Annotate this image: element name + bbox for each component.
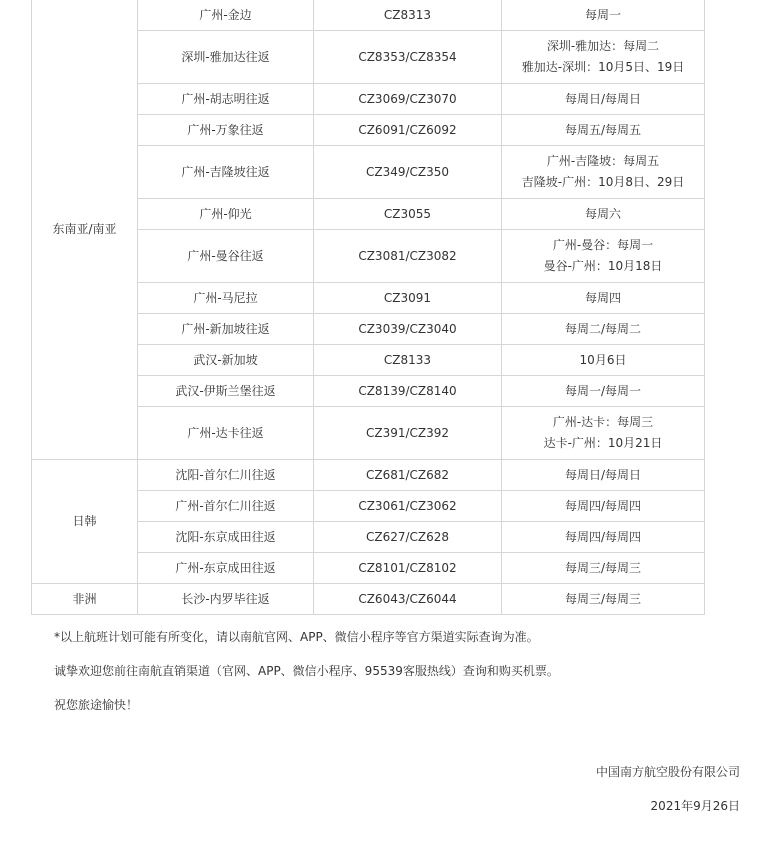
schedule-cell (502, 0, 705, 31)
route-cell: 广州-达卡往返 (138, 407, 314, 460)
flight-number-cell: CZ8313 (314, 0, 502, 31)
schedule-cell (502, 376, 705, 407)
flight-number-cell: CZ391/CZ392 (314, 407, 502, 460)
company-name: 中国南方航空股份有限公司 (595, 765, 740, 779)
route-cell: 广州-吉隆坡往返 (138, 146, 314, 199)
flight-number-cell: CZ3055 (314, 199, 502, 230)
flight-number-cell: CZ681/CZ682 (314, 460, 502, 491)
route-cell: 广州-东京成田往返 (138, 553, 314, 584)
flight-number-cell: CZ8101/CZ8102 (314, 553, 502, 584)
route-cell: 沈阳-首尔仁川往返 (138, 460, 314, 491)
schedule-line: 曼谷-广州：10月18日 (543, 259, 663, 273)
schedule-line: 广州-曼谷：每周一 (552, 238, 654, 252)
schedule-cell (502, 146, 705, 199)
schedule-line: 吉隆坡-广州：10月8日、29日 (521, 175, 685, 189)
flight-number-cell: CZ627/CZ628 (314, 522, 502, 553)
flight-number-cell: CZ8133 (314, 345, 502, 376)
flight-schedule-table (31, 0, 705, 615)
schedule-cell (502, 283, 705, 314)
flight-number-cell: CZ349/CZ350 (314, 146, 502, 199)
schedule-line: 深圳-雅加达：每周二 (546, 39, 660, 53)
schedule-cell (502, 553, 705, 584)
schedule-line: 达卡-广州：10月21日 (543, 436, 663, 450)
flight-number-cell: CZ8353/CZ8354 (314, 31, 502, 84)
publish-date: 2021年9月26日 (650, 799, 740, 813)
schedule-line: 广州-吉隆坡：每周五 (546, 154, 660, 168)
schedule-cell (502, 31, 705, 84)
schedule-line: 广州-达卡：每周三 (552, 415, 654, 429)
route-cell: 深圳-雅加达往返 (138, 31, 314, 84)
table-row (32, 460, 705, 491)
schedule-line: 雅加达-深圳：10月5日、19日 (521, 60, 685, 74)
wish-note: 祝您旅途愉快！ (54, 698, 139, 712)
schedule-cell (502, 199, 705, 230)
flight-number-cell: CZ8139/CZ8140 (314, 376, 502, 407)
schedule-cell (502, 314, 705, 345)
disclaimer-note: *以上航班计划可能有所变化，请以南航官网、APP、微信小程序等官方渠道实际查询为准。 (54, 630, 539, 644)
schedule-line: 每周二/每周二 (564, 321, 642, 336)
flight-number-cell: CZ3081/CZ3082 (314, 230, 502, 283)
schedule-line: 每周四/每周四 (564, 529, 642, 544)
schedule-cell (502, 491, 705, 522)
schedule-cell (502, 84, 705, 115)
route-cell: 广州-曼谷往返 (138, 230, 314, 283)
route-cell: 广州-首尔仁川往返 (138, 491, 314, 522)
schedule-cell (502, 460, 705, 491)
flight-number-cell: CZ3039/CZ3040 (314, 314, 502, 345)
schedule-line: 每周六 (584, 206, 621, 221)
schedule-line: 每周四/每周四 (564, 498, 642, 513)
region-cell: 非洲 (32, 584, 138, 615)
route-cell: 广州-马尼拉 (138, 283, 314, 314)
schedule-line: 每周日/每周日 (564, 91, 642, 106)
route-cell: 长沙-内罗毕往返 (138, 584, 314, 615)
flight-number-cell: CZ3091 (314, 283, 502, 314)
route-cell: 沈阳-东京成田往返 (138, 522, 314, 553)
schedule-line: 每周三/每周三 (564, 591, 642, 606)
route-cell: 广州-万象往返 (138, 115, 314, 146)
schedule-cell (502, 115, 705, 146)
route-cell: 武汉-伊斯兰堡往返 (138, 376, 314, 407)
invite-note: 诚挚欢迎您前往南航直销渠道（官网、APP、微信小程序、95539客服热线）查询和购买机票。 (54, 664, 559, 678)
route-cell: 武汉-新加坡 (138, 345, 314, 376)
flight-schedule-table-container (31, 0, 704, 615)
schedule-cell (502, 522, 705, 553)
route-cell: 广州-金边 (138, 0, 314, 31)
region-cell: 东南亚/南亚 (32, 0, 138, 460)
schedule-cell (502, 230, 705, 283)
schedule-cell (502, 345, 705, 376)
route-cell: 广州-新加坡往返 (138, 314, 314, 345)
notes-section (54, 626, 559, 728)
flight-number-cell: CZ3061/CZ3062 (314, 491, 502, 522)
route-cell: 广州-仰光 (138, 199, 314, 230)
table-row (32, 584, 705, 615)
table-row (32, 0, 705, 31)
schedule-line: 10月6日 (579, 352, 627, 367)
flight-number-cell: CZ6091/CZ6092 (314, 115, 502, 146)
schedule-line: 每周一/每周一 (564, 383, 642, 398)
schedule-line: 每周五/每周五 (564, 122, 642, 137)
schedule-cell (502, 407, 705, 460)
route-cell: 广州-胡志明往返 (138, 84, 314, 115)
schedule-line: 每周三/每周三 (564, 560, 642, 575)
schedule-cell (502, 584, 705, 615)
schedule-line: 每周一 (584, 7, 621, 22)
region-cell: 日韩 (32, 460, 138, 584)
flight-number-cell: CZ3069/CZ3070 (314, 84, 502, 115)
schedule-line: 每周四 (584, 290, 621, 305)
flight-number-cell: CZ6043/CZ6044 (314, 584, 502, 615)
schedule-line: 每周日/每周日 (564, 467, 642, 482)
flight-schedule-body (32, 0, 705, 615)
